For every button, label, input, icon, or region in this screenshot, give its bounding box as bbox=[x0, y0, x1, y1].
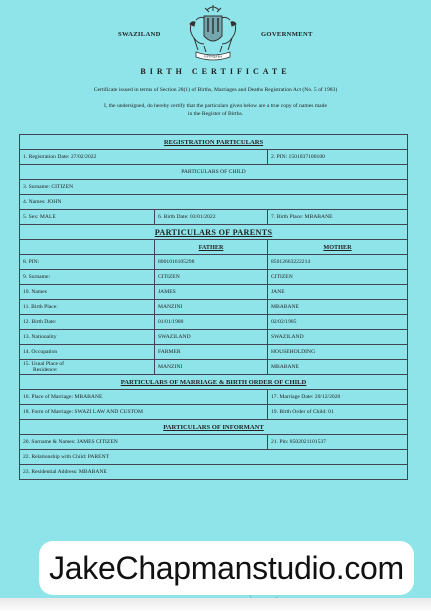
parent-row-label: 13. Nationality bbox=[20, 330, 155, 345]
document-title: BIRTH CERTIFICATE bbox=[140, 67, 291, 76]
child-birth-place: 7. Birth Place: MBABANE bbox=[268, 210, 408, 225]
page-bottom-shadow bbox=[0, 598, 431, 611]
marriage-heading: PARTICULARS OF MARRIAGE & BIRTH ORDER OF CHILD bbox=[20, 375, 408, 390]
parents-blank-cell bbox=[20, 240, 155, 255]
father-value: FARMER bbox=[155, 345, 268, 360]
marriage-date: 17. Marriage Date: 20/12/2020 bbox=[268, 390, 408, 405]
certification-line-1: I, the undersigned, do hereby certify that the particulars given below are a true copy of names made bbox=[104, 103, 327, 109]
registration-table bbox=[19, 134, 408, 480]
informant-address: 23. Residential Address: MBABANE bbox=[20, 465, 408, 480]
father-residence: MANZINI bbox=[155, 360, 268, 375]
registration-heading: REGISTRATION PARTICULARS bbox=[20, 135, 408, 150]
father-value: CITIZEN bbox=[155, 270, 268, 285]
father-value: 01/01/1980 bbox=[155, 315, 268, 330]
parent-row-label: 12. Birth Date: bbox=[20, 315, 155, 330]
father-value: MANZINI bbox=[155, 300, 268, 315]
government-label: GOVERNMENT bbox=[261, 31, 313, 38]
child-surname: 3. Surname: CITIZEN bbox=[20, 180, 408, 195]
coat-of-arms-icon bbox=[184, 2, 242, 62]
watermark-banner: JakeChapmanstudio.com bbox=[39, 541, 414, 595]
father-value: SWAZILAND bbox=[155, 330, 268, 345]
birth-order: 19. Birth Order of Child: 01 bbox=[268, 405, 408, 420]
informant-names: 20. Surname & Names: JAMES CITIZEN bbox=[20, 435, 268, 450]
mother-value: 85012663222214 bbox=[268, 255, 408, 270]
father-value: JAMES bbox=[155, 285, 268, 300]
mother-value: JANE bbox=[268, 285, 408, 300]
mother-column-header: MOTHER bbox=[268, 240, 408, 255]
mother-value: HOUSEHOLDING bbox=[268, 345, 408, 360]
registration-pin: 2. PIN: 1501037100100 bbox=[268, 150, 408, 165]
child-names: 4. Names: JOHN bbox=[20, 195, 408, 210]
informant-relationship: 22. Relationship with Child: PARENT bbox=[20, 450, 408, 465]
child-birth-date: 6. Birth Date: 03/01/2022 bbox=[155, 210, 268, 225]
parent-row-label: 11. Birth Place: bbox=[20, 300, 155, 315]
mother-residence: MBABANE bbox=[268, 360, 408, 375]
child-sex: 5. Sex: MALE bbox=[20, 210, 155, 225]
certification-statement bbox=[20, 102, 411, 118]
mother-value: CITIZEN bbox=[268, 270, 408, 285]
crest-motto: SIYINQABA bbox=[203, 54, 223, 59]
certification-line-2: in the Register of Births. bbox=[187, 111, 244, 117]
country-label: SWAZILAND bbox=[118, 31, 161, 38]
father-column-header: FATHER bbox=[155, 240, 268, 255]
parent-row-label: 10. Names bbox=[20, 285, 155, 300]
marriage-form: 18. Form of Marriage: SWAZI LAW AND CUSTOM bbox=[20, 405, 268, 420]
parent-row-label: 9. Surname: bbox=[20, 270, 155, 285]
residence-label-line-1: 15. Usual Place of bbox=[23, 361, 65, 367]
parent-row-label: 8. PIN: bbox=[20, 255, 155, 270]
parent-row-label: 14. Occupation bbox=[20, 345, 155, 360]
legal-statement: Certificate issued in terms of Section 28(1) of Births, Marriages and Deaths Registration Act (No. 5 of 1983) bbox=[93, 87, 338, 93]
registration-date: 1. Registration Date: 27/02/2022 bbox=[20, 150, 268, 165]
residence-label-line-2: Residence: bbox=[33, 367, 58, 373]
mother-value: 02/02/1985 bbox=[268, 315, 408, 330]
father-value: 8001016105298 bbox=[155, 255, 268, 270]
mother-value: MBABANE bbox=[268, 300, 408, 315]
marriage-place: 16. Place of Marriage: MBABANE bbox=[20, 390, 268, 405]
child-heading: PARTICULARS OF CHILD bbox=[20, 165, 408, 180]
mother-value: SWAZILAND bbox=[268, 330, 408, 345]
informant-pin: 21. Pin: 8502021101537 bbox=[268, 435, 408, 450]
informant-heading: PARTICULARS OF INFORMANT bbox=[20, 420, 408, 435]
residence-label bbox=[20, 360, 155, 375]
parents-heading: PARTICULARS OF PARENTS bbox=[20, 225, 408, 240]
